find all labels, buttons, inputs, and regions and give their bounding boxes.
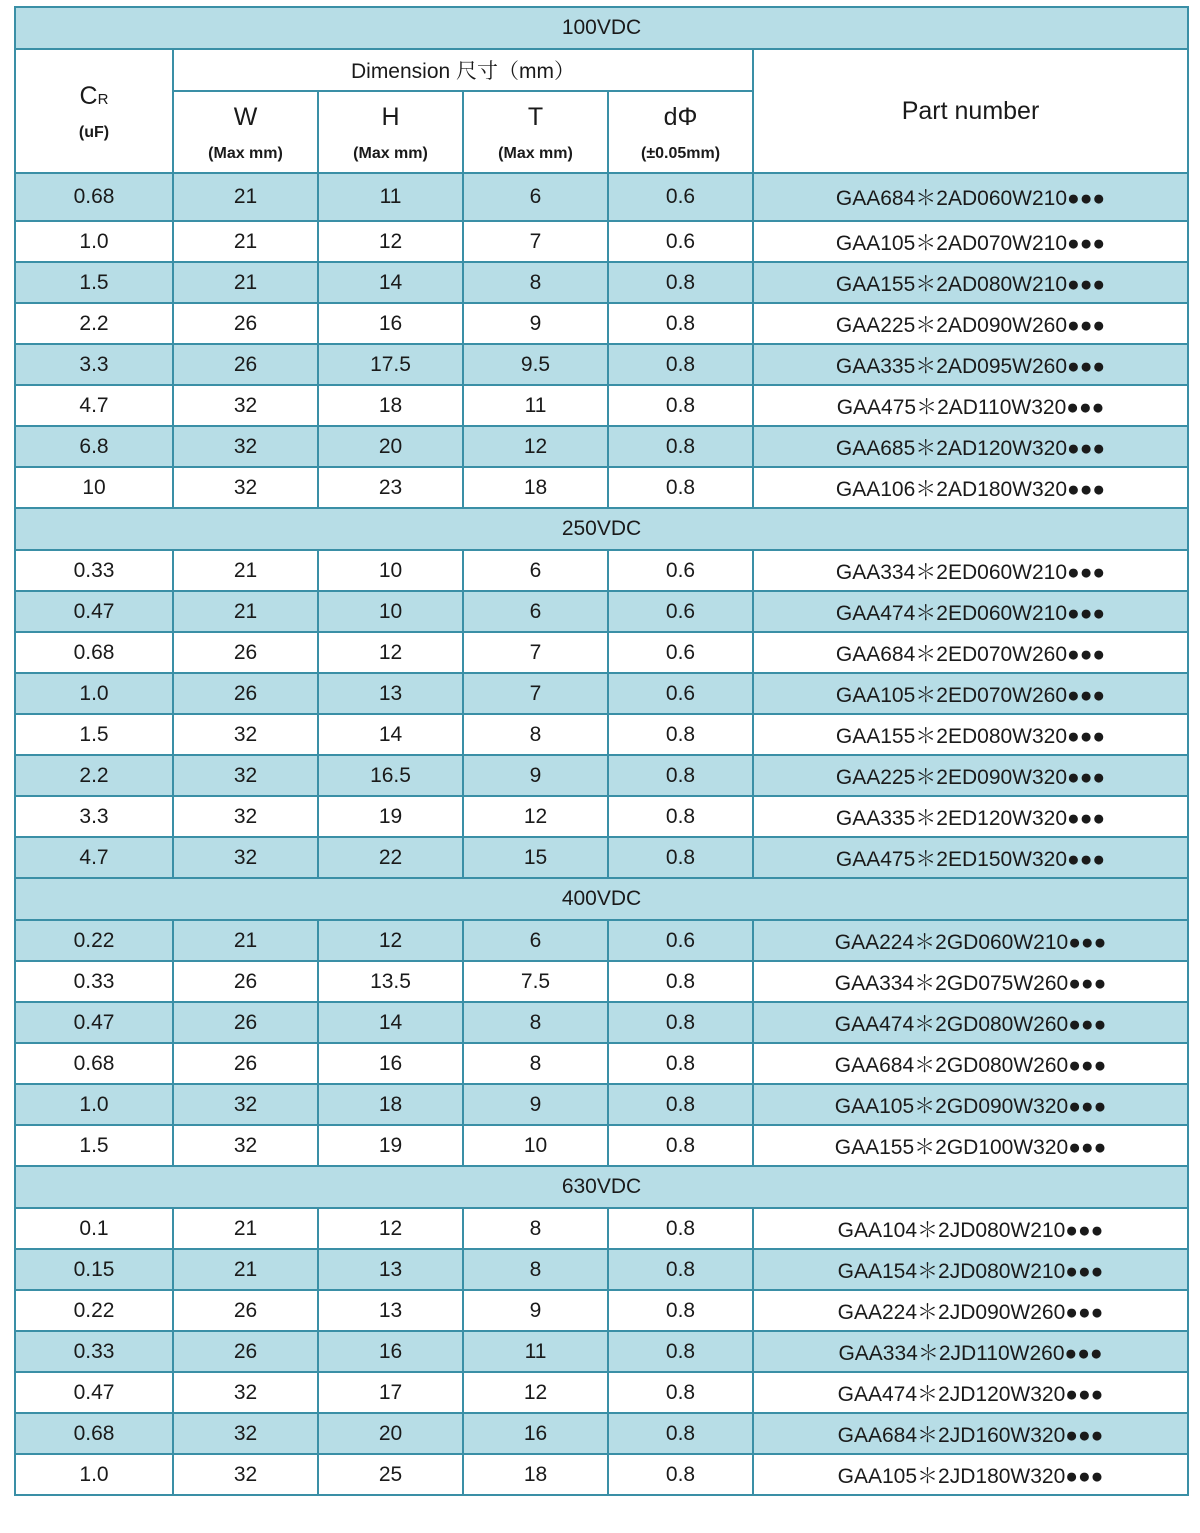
- table-row: [15, 344, 1188, 385]
- capacitance-cell: 1.0: [15, 1454, 173, 1495]
- width-cell: 26: [173, 673, 318, 714]
- table-row: [15, 755, 1188, 796]
- part-number-cell: GAA474＊2GD080W260●●●: [753, 1002, 1188, 1043]
- width-cell: 26: [173, 344, 318, 385]
- voltage-section-header: [15, 508, 1188, 550]
- table-row: [15, 221, 1188, 262]
- table-row: [15, 673, 1188, 714]
- height-cell: 16: [318, 1043, 463, 1084]
- table-row: [15, 1290, 1188, 1331]
- capacitance-cell: 1.5: [15, 262, 173, 303]
- capacitance-cell: 0.22: [15, 1290, 173, 1331]
- lead-diameter-cell: 0.8: [608, 1043, 753, 1084]
- lead-diameter-cell: 0.8: [608, 1208, 753, 1249]
- lead-diameter-cell: 0.8: [608, 1372, 753, 1413]
- part-number-cell: GAA106＊2AD180W320●●●: [753, 467, 1188, 508]
- width-cell: 32: [173, 1084, 318, 1125]
- height-unit: (Max mm): [353, 144, 428, 162]
- lead-diameter-cell: 0.8: [608, 1249, 753, 1290]
- lead-diameter-cell: 0.8: [608, 1413, 753, 1454]
- capacitance-symbol: C: [79, 82, 98, 111]
- lead-diameter-cell: 0.8: [608, 1084, 753, 1125]
- height-cell: 11: [318, 173, 463, 221]
- width-cell: 21: [173, 591, 318, 632]
- height-cell: 16: [318, 303, 463, 344]
- width-cell: 32: [173, 385, 318, 426]
- capacitance-cell: 1.0: [15, 673, 173, 714]
- part-number-cell: GAA224＊2GD060W210●●●: [753, 920, 1188, 961]
- width-cell: 32: [173, 1413, 318, 1454]
- thickness-cell: 6: [463, 173, 608, 221]
- table-row: [15, 1125, 1188, 1166]
- part-number-cell: GAA335＊2ED120W320●●●: [753, 796, 1188, 837]
- table-row: [15, 385, 1188, 426]
- capacitance-header: [15, 49, 173, 173]
- width-cell: 32: [173, 426, 318, 467]
- thickness-cell: 11: [463, 385, 608, 426]
- width-cell: 26: [173, 1290, 318, 1331]
- part-number-header: Part number: [753, 49, 1188, 173]
- table-body: [15, 7, 1188, 1495]
- dimension-header: Dimension 尺寸（mm）: [173, 49, 753, 91]
- table-row: [15, 1208, 1188, 1249]
- part-number-cell: GAA104＊2JD080W210●●●: [753, 1208, 1188, 1249]
- capacitance-cell: 1.5: [15, 1125, 173, 1166]
- capacitance-cell: 0.15: [15, 1249, 173, 1290]
- width-cell: 32: [173, 714, 318, 755]
- width-cell: 21: [173, 920, 318, 961]
- capacitance-cell: 1.0: [15, 1084, 173, 1125]
- part-number-cell: GAA684＊2JD160W320●●●: [753, 1413, 1188, 1454]
- width-cell: 21: [173, 1208, 318, 1249]
- capacitance-cell: 4.7: [15, 837, 173, 878]
- capacitance-unit: (uF): [78, 123, 110, 141]
- thickness-cell: 8: [463, 1002, 608, 1043]
- width-unit: (Max mm): [208, 144, 283, 162]
- part-number-cell: GAA225＊2AD090W260●●●: [753, 303, 1188, 344]
- thickness-cell: 9.5: [463, 344, 608, 385]
- thickness-cell: 7.5: [463, 961, 608, 1002]
- thickness-cell: 15: [463, 837, 608, 878]
- capacitance-cell: 3.3: [15, 796, 173, 837]
- height-cell: 14: [318, 714, 463, 755]
- table-row: [15, 1413, 1188, 1454]
- height-header: [318, 91, 463, 173]
- voltage-section-title: 250VDC: [15, 508, 1188, 550]
- thickness-cell: 7: [463, 221, 608, 262]
- thickness-unit: (Max mm): [498, 144, 573, 162]
- voltage-section-title: 400VDC: [15, 878, 1188, 920]
- width-cell: 21: [173, 1249, 318, 1290]
- table-row: [15, 550, 1188, 591]
- spec-table-frame: [14, 6, 1187, 1496]
- thickness-header: [463, 91, 608, 173]
- table-row: [15, 1454, 1188, 1495]
- lead-diameter-cell: 0.8: [608, 1125, 753, 1166]
- part-number-cell: GAA474＊2ED060W210●●●: [753, 591, 1188, 632]
- table-row: [15, 837, 1188, 878]
- capacitance-cell: 0.47: [15, 1002, 173, 1043]
- table-row: [15, 173, 1188, 221]
- part-number-cell: GAA335＊2AD095W260●●●: [753, 344, 1188, 385]
- thickness-cell: 8: [463, 714, 608, 755]
- thickness-cell: 8: [463, 1249, 608, 1290]
- part-number-cell: GAA154＊2JD080W210●●●: [753, 1249, 1188, 1290]
- part-number-cell: GAA334＊2JD110W260●●●: [753, 1331, 1188, 1372]
- width-cell: 26: [173, 961, 318, 1002]
- table-row: [15, 1084, 1188, 1125]
- thickness-cell: 7: [463, 632, 608, 673]
- height-cell: 23: [318, 467, 463, 508]
- capacitance-cell: 4.7: [15, 385, 173, 426]
- voltage-section-header: [15, 7, 1188, 49]
- thickness-cell: 8: [463, 1043, 608, 1084]
- voltage-section-header: [15, 878, 1188, 920]
- table-row: [15, 1331, 1188, 1372]
- table-row: [15, 1249, 1188, 1290]
- lead-diameter-cell: 0.8: [608, 467, 753, 508]
- voltage-section-header: [15, 1166, 1188, 1208]
- part-number-cell: GAA105＊2JD180W320●●●: [753, 1454, 1188, 1495]
- thickness-cell: 16: [463, 1413, 608, 1454]
- part-number-cell: GAA684＊2AD060W210●●●: [753, 173, 1188, 221]
- lead-diameter-cell: 0.8: [608, 1454, 753, 1495]
- lead-diameter-label: dΦ: [663, 103, 698, 132]
- voltage-section-title: 630VDC: [15, 1166, 1188, 1208]
- width-cell: 26: [173, 1043, 318, 1084]
- height-cell: 19: [318, 796, 463, 837]
- lead-diameter-cell: 0.8: [608, 1331, 753, 1372]
- height-cell: 12: [318, 920, 463, 961]
- height-cell: 12: [318, 221, 463, 262]
- height-cell: 17.5: [318, 344, 463, 385]
- part-number-cell: GAA474＊2JD120W320●●●: [753, 1372, 1188, 1413]
- part-number-cell: GAA105＊2ED070W260●●●: [753, 673, 1188, 714]
- thickness-cell: 6: [463, 591, 608, 632]
- lead-diameter-cell: 0.6: [608, 173, 753, 221]
- height-cell: 17: [318, 1372, 463, 1413]
- thickness-cell: 8: [463, 262, 608, 303]
- thickness-cell: 9: [463, 1290, 608, 1331]
- thickness-cell: 12: [463, 796, 608, 837]
- width-cell: 21: [173, 262, 318, 303]
- part-number-cell: GAA155＊2AD080W210●●●: [753, 262, 1188, 303]
- table-row: [15, 796, 1188, 837]
- height-cell: 14: [318, 1002, 463, 1043]
- lead-diameter-cell: 0.8: [608, 262, 753, 303]
- capacitance-cell: 0.22: [15, 920, 173, 961]
- capacitance-cell: 0.68: [15, 1043, 173, 1084]
- thickness-label: T: [527, 103, 544, 132]
- thickness-cell: 11: [463, 1331, 608, 1372]
- height-cell: 16: [318, 1331, 463, 1372]
- width-label: W: [233, 103, 258, 132]
- lead-diameter-header: [608, 91, 753, 173]
- lead-diameter-cell: 0.6: [608, 591, 753, 632]
- lead-diameter-cell: 0.6: [608, 920, 753, 961]
- table-row: [15, 961, 1188, 1002]
- thickness-cell: 6: [463, 920, 608, 961]
- lead-diameter-cell: 0.6: [608, 550, 753, 591]
- width-cell: 32: [173, 1372, 318, 1413]
- lead-diameter-cell: 0.8: [608, 303, 753, 344]
- capacitance-cell: 0.33: [15, 1331, 173, 1372]
- part-number-cell: GAA334＊2ED060W210●●●: [753, 550, 1188, 591]
- table-row: [15, 632, 1188, 673]
- column-header-row: [15, 49, 1188, 91]
- height-cell: 22: [318, 837, 463, 878]
- part-number-cell: GAA224＊2JD090W260●●●: [753, 1290, 1188, 1331]
- height-cell: 13: [318, 673, 463, 714]
- lead-diameter-cell: 0.8: [608, 385, 753, 426]
- height-cell: 18: [318, 385, 463, 426]
- lead-diameter-cell: 0.8: [608, 344, 753, 385]
- height-cell: 25: [318, 1454, 463, 1495]
- thickness-cell: 9: [463, 303, 608, 344]
- width-cell: 21: [173, 173, 318, 221]
- table-row: [15, 262, 1188, 303]
- thickness-cell: 12: [463, 1372, 608, 1413]
- height-cell: 13.5: [318, 961, 463, 1002]
- capacitance-cell: 0.47: [15, 1372, 173, 1413]
- capacitance-cell: 0.1: [15, 1208, 173, 1249]
- height-cell: 13: [318, 1249, 463, 1290]
- table-row: [15, 1002, 1188, 1043]
- thickness-cell: 9: [463, 1084, 608, 1125]
- thickness-cell: 10: [463, 1125, 608, 1166]
- capacitance-cell: 0.68: [15, 632, 173, 673]
- capacitance-cell: 3.3: [15, 344, 173, 385]
- lead-diameter-cell: 0.8: [608, 1002, 753, 1043]
- width-cell: 32: [173, 755, 318, 796]
- thickness-cell: 18: [463, 467, 608, 508]
- part-number-cell: GAA684＊2GD080W260●●●: [753, 1043, 1188, 1084]
- lead-diameter-cell: 0.6: [608, 673, 753, 714]
- lead-diameter-unit: (±0.05mm): [640, 144, 721, 162]
- part-number-cell: GAA105＊2GD090W320●●●: [753, 1084, 1188, 1125]
- width-cell: 32: [173, 467, 318, 508]
- part-number-cell: GAA155＊2ED080W320●●●: [753, 714, 1188, 755]
- capacitance-cell: 1.0: [15, 221, 173, 262]
- height-cell: 16.5: [318, 755, 463, 796]
- table-row: [15, 1372, 1188, 1413]
- capacitance-subscript: R: [97, 91, 109, 109]
- width-cell: 21: [173, 221, 318, 262]
- thickness-cell: 7: [463, 673, 608, 714]
- height-cell: 20: [318, 426, 463, 467]
- part-number-cell: GAA105＊2AD070W210●●●: [753, 221, 1188, 262]
- part-number-cell: GAA225＊2ED090W320●●●: [753, 755, 1188, 796]
- part-number-cell: GAA155＊2GD100W320●●●: [753, 1125, 1188, 1166]
- table-row: [15, 467, 1188, 508]
- height-cell: 19: [318, 1125, 463, 1166]
- table-row: [15, 303, 1188, 344]
- thickness-cell: 18: [463, 1454, 608, 1495]
- width-cell: 32: [173, 837, 318, 878]
- part-number-cell: GAA334＊2GD075W260●●●: [753, 961, 1188, 1002]
- thickness-cell: 8: [463, 1208, 608, 1249]
- width-cell: 32: [173, 1454, 318, 1495]
- table-row: [15, 1043, 1188, 1084]
- voltage-section-title: 100VDC: [15, 7, 1188, 49]
- lead-diameter-cell: 0.6: [608, 221, 753, 262]
- lead-diameter-cell: 0.8: [608, 714, 753, 755]
- width-cell: 32: [173, 1125, 318, 1166]
- capacitance-cell: 0.33: [15, 550, 173, 591]
- thickness-cell: 6: [463, 550, 608, 591]
- capacitance-cell: 0.47: [15, 591, 173, 632]
- lead-diameter-cell: 0.8: [608, 837, 753, 878]
- capacitor-spec-table: [14, 6, 1189, 1496]
- width-cell: 32: [173, 796, 318, 837]
- width-cell: 26: [173, 303, 318, 344]
- lead-diameter-cell: 0.8: [608, 961, 753, 1002]
- height-cell: 18: [318, 1084, 463, 1125]
- width-cell: 26: [173, 1002, 318, 1043]
- lead-diameter-cell: 0.6: [608, 632, 753, 673]
- height-cell: 20: [318, 1413, 463, 1454]
- capacitance-cell: 0.68: [15, 173, 173, 221]
- height-cell: 10: [318, 591, 463, 632]
- height-label: H: [381, 103, 400, 132]
- width-cell: 26: [173, 632, 318, 673]
- lead-diameter-cell: 0.8: [608, 1290, 753, 1331]
- height-cell: 14: [318, 262, 463, 303]
- lead-diameter-cell: 0.8: [608, 426, 753, 467]
- table-row: [15, 920, 1188, 961]
- part-number-cell: GAA685＊2AD120W320●●●: [753, 426, 1188, 467]
- table-row: [15, 426, 1188, 467]
- lead-diameter-cell: 0.8: [608, 796, 753, 837]
- capacitance-cell: 10: [15, 467, 173, 508]
- table-row: [15, 714, 1188, 755]
- thickness-cell: 12: [463, 426, 608, 467]
- lead-diameter-cell: 0.8: [608, 755, 753, 796]
- capacitance-cell: 2.2: [15, 303, 173, 344]
- height-cell: 10: [318, 550, 463, 591]
- thickness-cell: 9: [463, 755, 608, 796]
- height-cell: 12: [318, 1208, 463, 1249]
- part-number-cell: GAA475＊2ED150W320●●●: [753, 837, 1188, 878]
- table-row: [15, 591, 1188, 632]
- capacitance-cell: 0.68: [15, 1413, 173, 1454]
- width-header: [173, 91, 318, 173]
- height-cell: 13: [318, 1290, 463, 1331]
- capacitance-cell: 0.33: [15, 961, 173, 1002]
- capacitance-cell: 2.2: [15, 755, 173, 796]
- part-number-cell: GAA684＊2ED070W260●●●: [753, 632, 1188, 673]
- capacitance-cell: 1.5: [15, 714, 173, 755]
- part-number-cell: GAA475＊2AD110W320●●●: [753, 385, 1188, 426]
- height-cell: 12: [318, 632, 463, 673]
- width-cell: 26: [173, 1331, 318, 1372]
- width-cell: 21: [173, 550, 318, 591]
- capacitance-cell: 6.8: [15, 426, 173, 467]
